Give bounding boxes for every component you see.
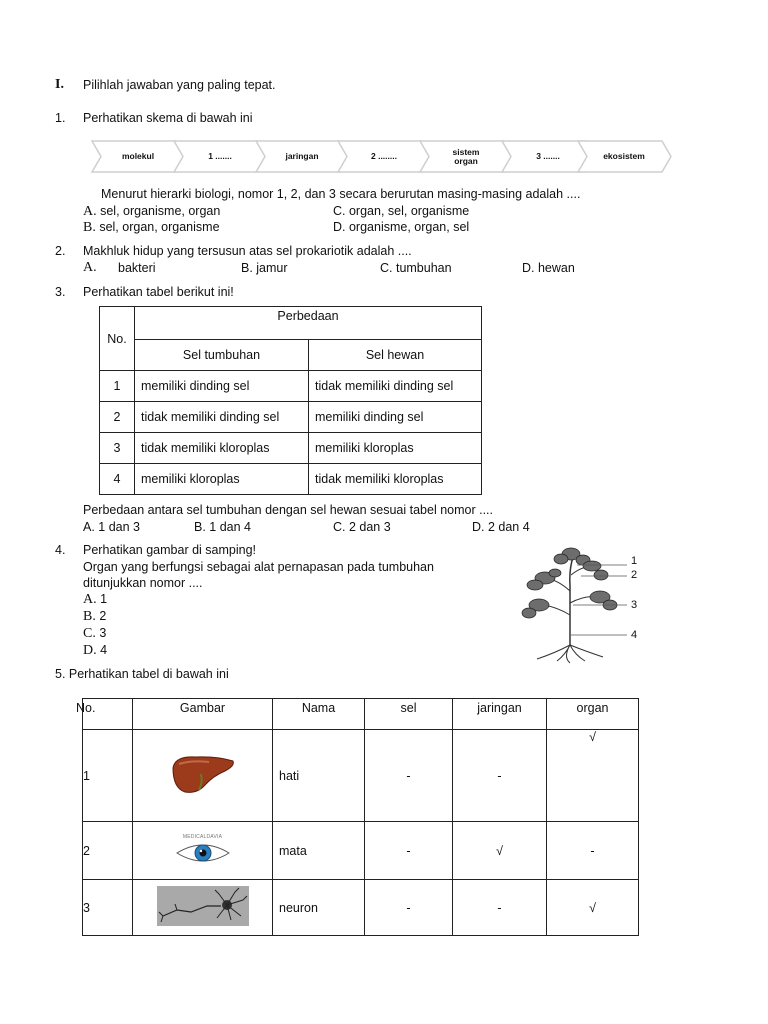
q3-cell-no: 4 (100, 464, 135, 495)
q3-header-no: No. (100, 307, 135, 371)
q2-option-c: C. tumbuhan (380, 261, 452, 275)
flow-step: 3 ....... (500, 140, 596, 173)
q3-cell-b: tidak memiliki kloroplas (309, 464, 482, 495)
q5-cell-image (133, 822, 273, 880)
plant-label-3: 3 (631, 599, 638, 611)
q4-line2: Organ yang berfungsi sebagai alat pernapasan pada tumbuhan (83, 560, 434, 574)
q2-option-d: D. hewan (522, 261, 575, 275)
q4-option-d: D. 4 (83, 643, 108, 658)
q4-option-c: C. 3 (83, 626, 107, 641)
flow-step: 2 ........ (336, 140, 432, 173)
q5-cell-jaringan: - (453, 880, 547, 936)
q1-option-d: D. organisme, organ, sel (333, 220, 470, 234)
q5-cell-sel: - (365, 730, 453, 822)
table-row (100, 433, 482, 464)
q3-cell-no: 1 (100, 371, 135, 402)
flow-step: sistem organ (418, 140, 514, 173)
flow-step: ekosistem (576, 140, 672, 173)
q3-header-b: Sel hewan (309, 340, 482, 371)
table-row (83, 822, 639, 880)
q5-cell-sel: - (365, 880, 453, 936)
q3-table (99, 306, 482, 495)
q2-stem: Makhluk hidup yang tersusun atas sel prokariotik adalah .... (83, 244, 412, 258)
q5-table (76, 698, 639, 936)
q5-cell-no: 3 (83, 880, 133, 936)
table-row (83, 730, 639, 822)
q3-question: Perbedaan antara sel tumbuhan dengan sel hewan sesuai tabel nomor .... (83, 503, 493, 517)
q3-cell-a: memiliki dinding sel (135, 371, 309, 402)
q3-cell-b: memiliki kloroplas (309, 433, 482, 464)
q1-option-c: C. organ, sel, organisme (333, 204, 470, 218)
q5-cell-jaringan: √ (453, 822, 547, 880)
plant-label-4: 4 (631, 629, 638, 641)
q5-cell-image (133, 880, 273, 936)
table-row (100, 402, 482, 433)
q4-option-a: A. 1 (83, 592, 108, 607)
plant-label-1: 1 (631, 555, 638, 567)
q3-cell-a: memiliki kloroplas (135, 464, 309, 495)
section-instruction: Pilihlah jawaban yang paling tepat. (83, 78, 276, 92)
q2-option-a: bakteri (118, 261, 156, 275)
q1-question: Menurut hierarki biologi, nomor 1, 2, dan 3 secara berurutan masing-masing adalah .... (101, 187, 581, 201)
q5-cell-image (133, 730, 273, 822)
q1-option-b: B. sel, organ, organisme (83, 220, 220, 235)
flow-step: molekul (90, 140, 186, 173)
q3-header-a: Sel tumbuhan (135, 340, 309, 371)
q5-cell-nama: mata (273, 822, 365, 880)
section-roman: I. (55, 77, 64, 92)
q5-header-no: No. (83, 699, 133, 730)
q3-cell-b: tidak memiliki dinding sel (309, 371, 482, 402)
q5-cell-no: 1 (83, 730, 133, 822)
q2-number: 2. (55, 244, 66, 258)
q4-option-b: B. 2 (83, 609, 107, 624)
q5-cell-sel: - (365, 822, 453, 880)
q5-cell-nama: hati (273, 730, 365, 822)
q3-option-c: C. 2 dan 3 (333, 520, 391, 534)
q4-stem: Perhatikan gambar di samping! (83, 543, 257, 557)
q3-option-a: A. 1 dan 3 (83, 520, 140, 534)
q5-header-sel: sel (365, 699, 453, 730)
q5-cell-no: 2 (83, 822, 133, 880)
flow-step: jaringan (254, 140, 350, 173)
q1-number: 1. (55, 111, 66, 125)
flow-step: 1 ....... (172, 140, 268, 173)
plant-label-2: 2 (631, 569, 638, 581)
q3-option-d: D. 2 dan 4 (472, 520, 530, 534)
q3-cell-a: tidak memiliki kloroplas (135, 433, 309, 464)
q5-header-organ: organ (547, 699, 639, 730)
q5-stem: 5. Perhatikan tabel di bawah ini (55, 667, 229, 681)
q3-header-group: Perbedaan (135, 307, 482, 340)
q2-option-a-letter: A. (83, 260, 97, 275)
q1-stem: Perhatikan skema di bawah ini (83, 111, 253, 125)
q4-number: 4. (55, 543, 66, 557)
q5-header-jaringan: jaringan (453, 699, 547, 730)
q2-option-b: B. jamur (241, 261, 288, 275)
q5-cell-organ: √ (547, 730, 639, 822)
eye-image: MEDICALDAVIA (173, 834, 233, 868)
q3-cell-no: 2 (100, 402, 135, 433)
q3-option-b: B. 1 dan 4 (194, 520, 251, 534)
q3-stem: Perhatikan tabel berikut ini! (83, 285, 234, 299)
liver-image (169, 752, 237, 796)
q5-cell-organ: √ (547, 880, 639, 936)
q4-line3: ditunjukkan nomor .... (83, 576, 203, 590)
q5-header-nama: Nama (273, 699, 365, 730)
table-row (100, 464, 482, 495)
q5-cell-jaringan: - (453, 730, 547, 822)
plant-illustration (515, 545, 645, 665)
table-row (100, 371, 482, 402)
q3-number: 3. (55, 285, 66, 299)
table-row (83, 880, 639, 936)
neuron-image (157, 886, 249, 926)
q3-cell-no: 3 (100, 433, 135, 464)
q5-header-gambar: Gambar (133, 699, 273, 730)
q3-cell-b: memiliki dinding sel (309, 402, 482, 433)
q1-option-a: A. sel, organisme, organ (83, 204, 221, 219)
q3-cell-a: tidak memiliki dinding sel (135, 402, 309, 433)
q5-cell-nama: neuron (273, 880, 365, 936)
q5-cell-organ: - (547, 822, 639, 880)
